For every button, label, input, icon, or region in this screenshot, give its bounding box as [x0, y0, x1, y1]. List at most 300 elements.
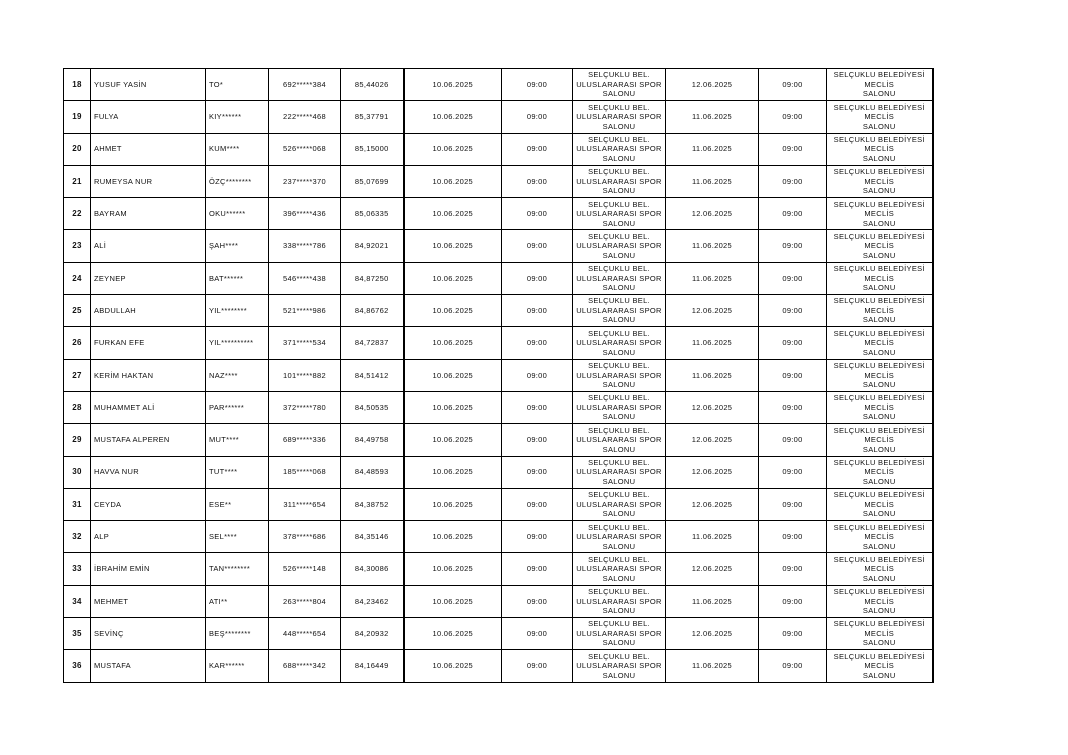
exam-location-2-line: SALONU — [862, 476, 896, 486]
exam-location-1-line: SALONU — [602, 541, 636, 551]
row-number: 36 — [64, 650, 91, 682]
exam-location-1-line: ULUSLARARASI SPOR — [576, 144, 662, 154]
surname-masked: MUT**** — [206, 424, 269, 456]
exam-date-1: 10.06.2025 — [404, 165, 502, 197]
first-name: MEHMET — [91, 585, 206, 617]
exam-location-2-line: SALONU — [862, 153, 896, 163]
table-row — [64, 327, 933, 359]
score: 85,06335 — [341, 198, 404, 230]
surname-masked: TAN******** — [206, 553, 269, 585]
exam-time-1: 09:00 — [502, 327, 573, 359]
exam-time-1: 09:00 — [502, 488, 573, 520]
exam-date-1: 10.06.2025 — [404, 521, 502, 553]
first-name: ABDULLAH — [91, 295, 206, 327]
exam-time-1: 09:00 — [502, 101, 573, 133]
score: 84,72837 — [341, 327, 404, 359]
exam-location-2-line: SELÇUKLU BELEDİYESİ MECLİS — [833, 619, 925, 638]
exam-location-1 — [573, 198, 666, 230]
exam-time-2: 09:00 — [759, 585, 827, 617]
exam-time-2: 09:00 — [759, 295, 827, 327]
id-number-masked: 371*****534 — [269, 327, 341, 359]
exam-location-2-line: SALONU — [862, 638, 896, 648]
exam-time-2: 09:00 — [759, 424, 827, 456]
exam-location-1-line: SALONU — [602, 380, 636, 390]
exam-date-1: 10.06.2025 — [404, 101, 502, 133]
exam-location-1-line: SELÇUKLU BEL. — [588, 522, 650, 532]
surname-masked: BEŞ******** — [206, 618, 269, 650]
table-row — [64, 165, 933, 197]
exam-location-1 — [573, 456, 666, 488]
exam-location-1 — [573, 650, 666, 682]
exam-location-2-line: SALONU — [862, 573, 896, 583]
exam-location-2-line: SELÇUKLU BELEDİYESİ MECLİS — [833, 361, 925, 380]
first-name: ALP — [91, 521, 206, 553]
table-row — [64, 488, 933, 520]
first-name: SEVİNÇ — [91, 618, 206, 650]
exam-time-1: 09:00 — [502, 391, 573, 423]
exam-date-2: 11.06.2025 — [666, 585, 759, 617]
exam-time-1: 09:00 — [502, 165, 573, 197]
score: 84,50535 — [341, 391, 404, 423]
row-number: 27 — [64, 359, 91, 391]
table-row — [64, 585, 933, 617]
exam-location-1-line: SALONU — [602, 573, 636, 583]
first-name: RUMEYSA NUR — [91, 165, 206, 197]
row-number: 20 — [64, 133, 91, 165]
table-body — [64, 69, 933, 683]
first-name: MUSTAFA — [91, 650, 206, 682]
exam-location-2 — [827, 295, 933, 327]
table-row — [64, 553, 933, 585]
exam-location-2 — [827, 69, 933, 101]
id-number-masked: 689*****336 — [269, 424, 341, 456]
surname-masked: KUM**** — [206, 133, 269, 165]
exam-location-2-line: SALONU — [862, 315, 896, 325]
exam-location-1-line: SALONU — [602, 218, 636, 228]
exam-time-2: 09:00 — [759, 101, 827, 133]
exam-date-2: 12.06.2025 — [666, 69, 759, 101]
exam-location-2-line: SALONU — [862, 541, 896, 551]
exam-location-2-line: SELÇUKLU BELEDİYESİ MECLİS — [833, 231, 925, 251]
row-number: 32 — [64, 521, 91, 553]
first-name: ALİ — [91, 230, 206, 262]
exam-date-2: 11.06.2025 — [666, 650, 759, 682]
first-name: İBRAHİM EMİN — [91, 553, 206, 585]
exam-location-2 — [827, 327, 933, 359]
exam-location-2 — [827, 585, 933, 617]
row-number: 34 — [64, 585, 91, 617]
row-number: 29 — [64, 424, 91, 456]
row-number: 24 — [64, 262, 91, 294]
exam-location-1-line: SELÇUKLU BEL. — [588, 167, 650, 177]
exam-time-2: 09:00 — [759, 165, 827, 197]
exam-time-1: 09:00 — [502, 133, 573, 165]
exam-location-1-line: SALONU — [602, 412, 636, 422]
exam-location-1-line: SALONU — [602, 347, 636, 357]
surname-masked: YIL******** — [206, 295, 269, 327]
exam-location-2 — [827, 456, 933, 488]
exam-location-1-line: SELÇUKLU BEL. — [588, 361, 650, 371]
exam-location-1-line: ULUSLARARASI SPOR — [576, 661, 662, 671]
exam-location-2-line: SALONU — [862, 670, 896, 680]
id-number-masked: 546*****438 — [269, 262, 341, 294]
exam-location-1-line: SALONU — [602, 444, 636, 454]
surname-masked: TO* — [206, 69, 269, 101]
table-row — [64, 133, 933, 165]
table-row — [64, 456, 933, 488]
exam-location-2-line: SELÇUKLU BELEDİYESİ MECLİS — [833, 393, 925, 412]
exam-location-2-line: SALONU — [862, 186, 896, 196]
exam-date-1: 10.06.2025 — [404, 391, 502, 423]
table-row — [64, 69, 933, 101]
exam-date-2: 11.06.2025 — [666, 165, 759, 197]
exam-location-1 — [573, 618, 666, 650]
row-number: 25 — [64, 295, 91, 327]
exam-location-2 — [827, 101, 933, 133]
exam-location-1-line: SELÇUKLU BEL. — [588, 296, 650, 306]
exam-location-2-line: SELÇUKLU BELEDİYESİ MECLİS — [833, 522, 925, 542]
score: 84,38752 — [341, 488, 404, 520]
exam-location-2-line: SALONU — [862, 347, 896, 357]
exam-location-1-line: ULUSLARARASI SPOR — [576, 273, 662, 283]
exam-time-1: 09:00 — [502, 295, 573, 327]
exam-date-1: 10.06.2025 — [404, 650, 502, 682]
first-name: MUSTAFA ALPEREN — [91, 424, 206, 456]
surname-masked: KAR****** — [206, 650, 269, 682]
exam-date-1: 10.06.2025 — [404, 585, 502, 617]
row-number: 31 — [64, 488, 91, 520]
exam-location-1-line: ULUSLARARASI SPOR — [576, 435, 662, 445]
exam-location-2 — [827, 488, 933, 520]
exam-location-1 — [573, 69, 666, 101]
exam-location-2 — [827, 424, 933, 456]
exam-time-2: 09:00 — [759, 133, 827, 165]
id-number-masked: 263*****804 — [269, 585, 341, 617]
exam-location-2-line: SALONU — [862, 89, 896, 99]
exam-location-1-line: SELÇUKLU BEL. — [588, 134, 650, 144]
score: 84,20932 — [341, 618, 404, 650]
first-name: FULYA — [91, 101, 206, 133]
exam-location-1-line: SALONU — [602, 509, 636, 519]
score: 84,35146 — [341, 521, 404, 553]
row-number: 33 — [64, 553, 91, 585]
exam-location-2-line: SALONU — [862, 606, 896, 616]
exam-location-1-line: ULUSLARARASI SPOR — [576, 338, 662, 348]
exam-date-1: 10.06.2025 — [404, 424, 502, 456]
exam-location-2 — [827, 165, 933, 197]
exam-location-1 — [573, 553, 666, 585]
table-row — [64, 521, 933, 553]
exam-location-2 — [827, 618, 933, 650]
exam-location-1-line: ULUSLARARASI SPOR — [576, 209, 662, 219]
exam-date-2: 11.06.2025 — [666, 327, 759, 359]
exam-date-2: 12.06.2025 — [666, 618, 759, 650]
exam-date-2: 12.06.2025 — [666, 488, 759, 520]
surname-masked: YIL********** — [206, 327, 269, 359]
exam-time-1: 09:00 — [502, 553, 573, 585]
exam-location-1-line: SALONU — [602, 250, 636, 260]
exam-location-2-line: SALONU — [862, 412, 896, 422]
exam-time-1: 09:00 — [502, 230, 573, 262]
exam-date-2: 11.06.2025 — [666, 230, 759, 262]
exam-location-1-line: ULUSLARARASI SPOR — [576, 596, 662, 606]
exam-location-1 — [573, 165, 666, 197]
score: 84,87250 — [341, 262, 404, 294]
surname-masked: BAT****** — [206, 262, 269, 294]
surname-masked: NAZ**** — [206, 359, 269, 391]
id-number-masked: 378*****686 — [269, 521, 341, 553]
exam-location-1-line: SELÇUKLU BEL. — [588, 231, 650, 241]
exam-location-2-line: SELÇUKLU BELEDİYESİ MECLİS — [833, 167, 925, 186]
score: 84,49758 — [341, 424, 404, 456]
exam-location-1 — [573, 262, 666, 294]
exam-location-1-line: SELÇUKLU BEL. — [588, 619, 650, 629]
exam-time-2: 09:00 — [759, 359, 827, 391]
exam-location-2-line: SALONU — [862, 121, 896, 131]
exam-time-2: 09:00 — [759, 650, 827, 682]
id-number-masked: 396*****436 — [269, 198, 341, 230]
row-number: 21 — [64, 165, 91, 197]
exam-date-1: 10.06.2025 — [404, 295, 502, 327]
exam-location-1-line: SALONU — [602, 606, 636, 616]
exam-date-2: 12.06.2025 — [666, 456, 759, 488]
exam-location-2-line: SELÇUKLU BELEDİYESİ MECLİS — [833, 264, 925, 283]
exam-date-1: 10.06.2025 — [404, 456, 502, 488]
exam-location-2 — [827, 521, 933, 553]
exam-location-1-line: SELÇUKLU BEL. — [588, 70, 650, 80]
surname-masked: PAR****** — [206, 391, 269, 423]
exam-time-1: 09:00 — [502, 359, 573, 391]
exam-location-1-line: SELÇUKLU BEL. — [588, 199, 650, 209]
exam-location-1-line: SALONU — [602, 638, 636, 648]
exam-location-1-line: ULUSLARARASI SPOR — [576, 305, 662, 315]
score: 84,92021 — [341, 230, 404, 262]
exam-location-2 — [827, 391, 933, 423]
exam-location-2-line: SELÇUKLU BELEDİYESİ MECLİS — [833, 328, 925, 348]
exam-location-1-line: ULUSLARARASI SPOR — [576, 564, 662, 574]
row-number: 23 — [64, 230, 91, 262]
exam-time-2: 09:00 — [759, 553, 827, 585]
row-number: 30 — [64, 456, 91, 488]
exam-location-1 — [573, 424, 666, 456]
exam-location-2-line: SALONU — [862, 509, 896, 519]
id-number-masked: 521*****986 — [269, 295, 341, 327]
row-number: 19 — [64, 101, 91, 133]
exam-date-2: 11.06.2025 — [666, 101, 759, 133]
exam-location-2-line: SELÇUKLU BELEDİYESİ MECLİS — [833, 457, 925, 477]
exam-location-1-line: SELÇUKLU BEL. — [588, 425, 650, 435]
row-number: 22 — [64, 198, 91, 230]
exam-location-1-line: ULUSLARARASI SPOR — [576, 241, 662, 251]
exam-location-1-line: SELÇUKLU BEL. — [588, 264, 650, 274]
exam-location-1-line: SELÇUKLU BEL. — [588, 328, 650, 338]
exam-time-2: 09:00 — [759, 618, 827, 650]
exam-location-2 — [827, 359, 933, 391]
exam-date-1: 10.06.2025 — [404, 618, 502, 650]
score: 84,48593 — [341, 456, 404, 488]
exam-location-2-line: SELÇUKLU BELEDİYESİ MECLİS — [833, 102, 925, 122]
exam-date-2: 12.06.2025 — [666, 391, 759, 423]
exam-location-1 — [573, 521, 666, 553]
surname-masked: TUT**** — [206, 456, 269, 488]
exam-date-1: 10.06.2025 — [404, 69, 502, 101]
exam-location-2 — [827, 133, 933, 165]
exam-location-2 — [827, 262, 933, 294]
id-number-masked: 101*****882 — [269, 359, 341, 391]
id-number-masked: 372*****780 — [269, 391, 341, 423]
exam-time-1: 09:00 — [502, 69, 573, 101]
exam-location-1 — [573, 101, 666, 133]
exam-location-1-line: SALONU — [602, 89, 636, 99]
surname-masked: ESE** — [206, 488, 269, 520]
table-row — [64, 650, 933, 682]
exam-location-1-line: ULUSLARARASI SPOR — [576, 112, 662, 122]
row-number: 26 — [64, 327, 91, 359]
exam-location-1-line: SELÇUKLU BEL. — [588, 490, 650, 500]
exam-location-2 — [827, 650, 933, 682]
exam-date-1: 10.06.2025 — [404, 133, 502, 165]
score: 85,37791 — [341, 101, 404, 133]
exam-location-2-line: SELÇUKLU BELEDİYESİ MECLİS — [833, 425, 925, 445]
exam-time-2: 09:00 — [759, 521, 827, 553]
first-name: AHMET — [91, 133, 206, 165]
exam-location-1-line: SELÇUKLU BEL. — [588, 651, 650, 661]
exam-date-1: 10.06.2025 — [404, 262, 502, 294]
exam-location-2-line: SALONU — [862, 218, 896, 228]
id-number-masked: 237*****370 — [269, 165, 341, 197]
exam-time-2: 09:00 — [759, 262, 827, 294]
exam-time-1: 09:00 — [502, 198, 573, 230]
score: 84,23462 — [341, 585, 404, 617]
exam-location-1-line: SALONU — [602, 186, 636, 196]
table-row — [64, 230, 933, 262]
exam-date-2: 11.06.2025 — [666, 359, 759, 391]
exam-date-2: 11.06.2025 — [666, 262, 759, 294]
exam-time-1: 09:00 — [502, 618, 573, 650]
exam-location-1-line: SALONU — [602, 283, 636, 293]
id-number-masked: 448*****654 — [269, 618, 341, 650]
exam-time-2: 09:00 — [759, 327, 827, 359]
exam-location-1-line: ULUSLARARASI SPOR — [576, 370, 662, 380]
exam-time-2: 09:00 — [759, 198, 827, 230]
id-number-masked: 526*****068 — [269, 133, 341, 165]
exam-location-1 — [573, 359, 666, 391]
exam-location-1-line: ULUSLARARASI SPOR — [576, 176, 662, 186]
first-name: YUSUF YASİN — [91, 69, 206, 101]
first-name: FURKAN EFE — [91, 327, 206, 359]
exam-date-2: 11.06.2025 — [666, 133, 759, 165]
exam-date-2: 12.06.2025 — [666, 198, 759, 230]
exam-location-2-line: SELÇUKLU BELEDİYESİ MECLİS — [833, 554, 925, 574]
score: 85,44026 — [341, 69, 404, 101]
exam-date-2: 12.06.2025 — [666, 424, 759, 456]
surname-masked: SEL**** — [206, 521, 269, 553]
exam-location-1-line: SELÇUKLU BEL. — [588, 587, 650, 597]
surname-masked: ŞAH**** — [206, 230, 269, 262]
exam-location-1-line: SELÇUKLU BEL. — [588, 102, 650, 112]
exam-location-1 — [573, 585, 666, 617]
id-number-masked: 311*****654 — [269, 488, 341, 520]
exam-location-1-line: ULUSLARARASI SPOR — [576, 628, 662, 638]
exam-time-1: 09:00 — [502, 424, 573, 456]
first-name: CEYDA — [91, 488, 206, 520]
exam-date-1: 10.06.2025 — [404, 488, 502, 520]
table-row — [64, 101, 933, 133]
exam-location-2 — [827, 553, 933, 585]
exam-location-1-line: SALONU — [602, 153, 636, 163]
document-page — [63, 68, 934, 683]
exam-location-1-line: SELÇUKLU BEL. — [588, 393, 650, 403]
exam-location-1 — [573, 488, 666, 520]
score: 84,16449 — [341, 650, 404, 682]
first-name: MUHAMMET ALİ — [91, 391, 206, 423]
surname-masked: KIY****** — [206, 101, 269, 133]
exam-location-1 — [573, 327, 666, 359]
exam-location-2-line: SALONU — [862, 444, 896, 454]
exam-location-2-line: SELÇUKLU BELEDİYESİ MECLİS — [833, 296, 925, 315]
exam-date-1: 10.06.2025 — [404, 359, 502, 391]
exam-location-1-line: SALONU — [602, 476, 636, 486]
exam-time-1: 09:00 — [502, 650, 573, 682]
exam-location-2-line: SELÇUKLU BELEDİYESİ MECLİS — [833, 587, 925, 606]
id-number-masked: 526*****148 — [269, 553, 341, 585]
exam-location-2-line: SELÇUKLU BELEDİYESİ MECLİS — [833, 134, 925, 154]
surname-masked: ATI** — [206, 585, 269, 617]
score: 84,86762 — [341, 295, 404, 327]
surname-masked: OKU****** — [206, 198, 269, 230]
score: 84,51412 — [341, 359, 404, 391]
exam-time-2: 09:00 — [759, 488, 827, 520]
id-number-masked: 688*****342 — [269, 650, 341, 682]
id-number-masked: 692*****384 — [269, 69, 341, 101]
exam-location-1-line: ULUSLARARASI SPOR — [576, 467, 662, 477]
id-number-masked: 222*****468 — [269, 101, 341, 133]
exam-location-1-line: ULUSLARARASI SPOR — [576, 79, 662, 89]
exam-date-2: 12.06.2025 — [666, 553, 759, 585]
exam-date-1: 10.06.2025 — [404, 198, 502, 230]
exam-location-1 — [573, 391, 666, 423]
table-row — [64, 262, 933, 294]
row-number: 35 — [64, 618, 91, 650]
exam-location-2-line: SELÇUKLU BELEDİYESİ MECLİS — [833, 70, 925, 89]
exam-location-1-line: SALONU — [602, 121, 636, 131]
exam-location-2-line: SELÇUKLU BELEDİYESİ MECLİS — [833, 651, 925, 671]
exam-location-1 — [573, 295, 666, 327]
first-name: BAYRAM — [91, 198, 206, 230]
first-name: KERİM HAKTAN — [91, 359, 206, 391]
first-name: ZEYNEP — [91, 262, 206, 294]
exam-time-1: 09:00 — [502, 456, 573, 488]
exam-time-2: 09:00 — [759, 391, 827, 423]
exam-time-1: 09:00 — [502, 521, 573, 553]
exam-location-1 — [573, 230, 666, 262]
exam-time-2: 09:00 — [759, 456, 827, 488]
exam-date-1: 10.06.2025 — [404, 553, 502, 585]
exam-location-2 — [827, 230, 933, 262]
id-number-masked: 338*****786 — [269, 230, 341, 262]
exam-date-1: 10.06.2025 — [404, 230, 502, 262]
row-number: 28 — [64, 391, 91, 423]
exam-location-1-line: SALONU — [602, 315, 636, 325]
score: 85,07699 — [341, 165, 404, 197]
exam-location-1-line: ULUSLARARASI SPOR — [576, 402, 662, 412]
exam-location-2-line: SALONU — [862, 250, 896, 260]
exam-date-2: 12.06.2025 — [666, 295, 759, 327]
table-row — [64, 198, 933, 230]
exam-location-1-line: SALONU — [602, 670, 636, 680]
row-number: 18 — [64, 69, 91, 101]
exam-location-1-line: ULUSLARARASI SPOR — [576, 532, 662, 542]
